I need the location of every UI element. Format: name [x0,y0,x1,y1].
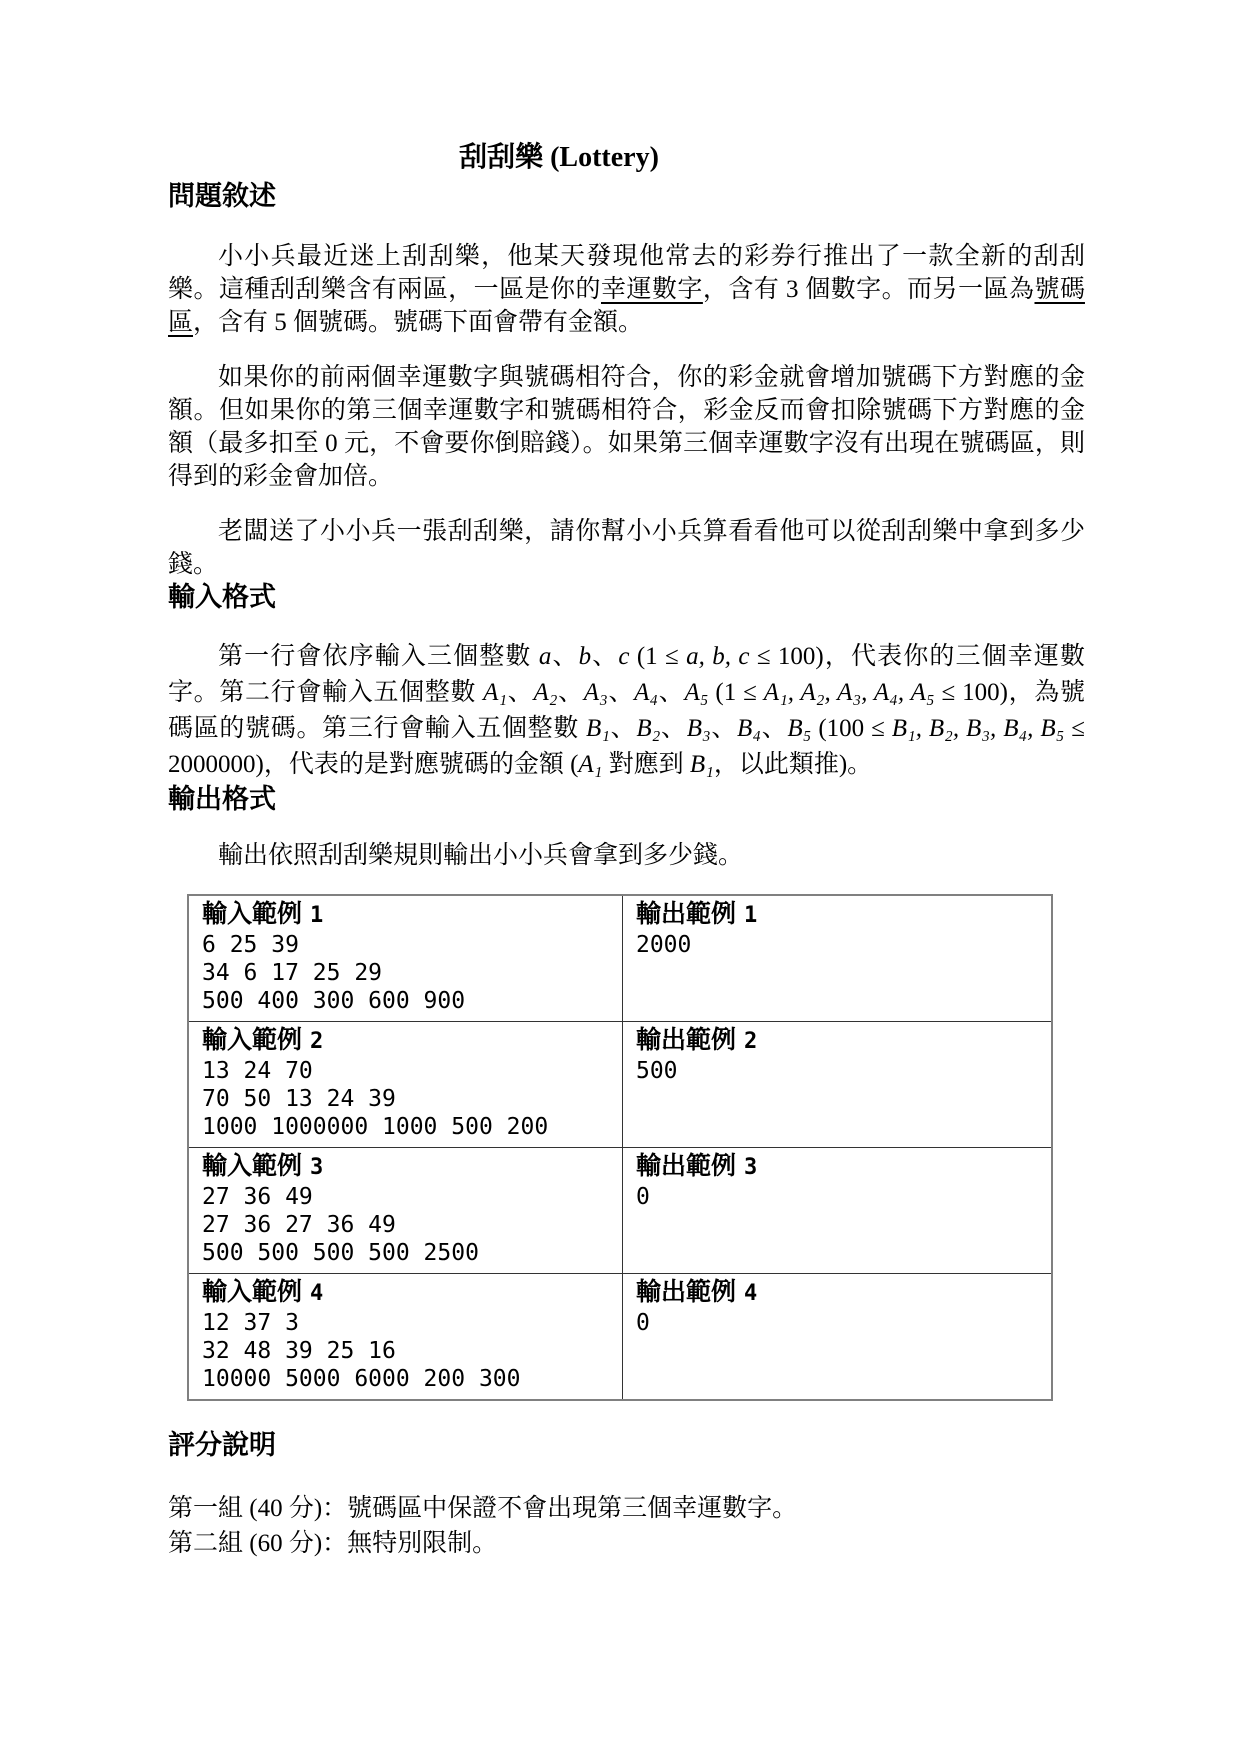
code-line: 500 [635,1058,678,1084]
scoring-line-2: 第二組 (60 分)：無特別限制。 [168,1530,498,1557]
document-title: 刮刮樂 (Lottery) [459,142,659,173]
example-row-4 [188,1274,1052,1401]
example-row-3 [188,1148,1052,1274]
paragraph-problem-1: 小小兵最近迷上刮刮樂，他某天發現他常去的彩券行推出了一款全新的刮刮樂。這種刮刮樂含有兩區，一區是你的幸運數字，含有 3 個數字。而另一區為號碼區，含有 5 個號碼。號碼下面會帶有金額。 [168,243,1085,336]
code-line: 27 36 49 [202,1184,313,1210]
example-2-output-header [636,1025,1045,1057]
example-2-output-number: 2 [743,1029,758,1054]
code-line: 6 25 39 [202,932,299,958]
example-1-input-label: 輸入範例 [202,901,303,928]
code-line: 500 400 300 600 900 [202,988,466,1014]
example-3-output-cell [622,1148,1052,1274]
example-3-output-number: 3 [743,1155,758,1180]
example-row-2 [188,1022,1052,1148]
example-2-output-cell [622,1022,1052,1148]
example-1-output-cell [622,895,1052,1022]
example-3-input-header [202,1151,616,1183]
code-line: 0 [635,1310,650,1336]
example-4-input-header [202,1277,616,1309]
example-4-output-header [636,1277,1045,1309]
example-1-output-label: 輸出範例 [635,901,736,928]
code-line: 13 24 70 [202,1058,313,1084]
code-line: 2000 [635,932,692,958]
example-2-input-number: 2 [310,1029,324,1054]
example-3-input-number: 3 [310,1155,324,1180]
example-1-output-number: 1 [743,903,758,928]
code-line: 12 37 3 [202,1310,299,1336]
paragraph-problem-3: 老闆送了小小兵一張刮刮樂，請你幫小小兵算看看他可以從刮刮樂中拿到多少錢。 [168,518,1085,578]
example-3-input-cell [188,1148,622,1274]
section-heading-scoring: 評分說明 [168,1430,276,1460]
section-heading-problem: 問題敘述 [168,181,276,211]
code-line: 10000 5000 6000 200 300 [202,1366,521,1392]
example-4-input-cell [188,1274,622,1401]
scoring-section [168,1429,1085,1561]
paragraph-input-format: 第一行會依序輸入三個整數 a、b、c (1 ≤ a, b, c ≤ 100)，代表你的三個幸運數字。第二行會輸入五個整數 A₁、A₂、A₃、A₄、A₅ (1 ≤ A₁, A₂, A₃, A₄, A₅ ≤ 100)，為號碼區的號碼。第三行會輸入五個整數 B₁、B₂、B₃、B₄、B₅ (100 ≤ B₁, B₂, B₃, B₄, B₅ ≤ 2000000)，代表的是對應號碼的金額 (A₁ 對應到 B₁，以此類推)。 [168,643,1086,778]
example-2-input-label: 輸入範例 [202,1027,303,1054]
example-4-input-label: 輸入範例 [202,1279,303,1306]
code-line: 70 50 13 24 39 [202,1086,396,1112]
section-heading-input: 輸入格式 [168,582,276,612]
example-3-output-label: 輸出範例 [635,1153,736,1180]
code-line: 32 48 39 25 16 [202,1338,396,1364]
code-line: 1000 1000000 1000 500 200 [202,1114,549,1140]
example-4-output-label: 輸出範例 [635,1279,736,1306]
code-line: 27 36 27 36 49 [202,1212,396,1238]
example-4-output-number: 4 [743,1281,758,1306]
example-3-output-header [636,1151,1045,1183]
example-2-input-header [202,1025,616,1057]
paragraph-output-format: 輸出依照刮刮樂規則輸出小小兵會拿到多少錢。 [218,842,744,869]
scoring-line-1: 第一組 (40 分)：號碼區中保證不會出現第三個幸運數字。 [168,1495,798,1522]
example-1-input-number: 1 [310,903,324,928]
example-4-input-number: 4 [310,1281,324,1306]
code-line: 0 [635,1184,650,1210]
example-1-input-cell [188,895,622,1022]
example-4-output-cell [622,1274,1052,1401]
example-row-1 [188,895,1052,1022]
examples-table [187,894,1053,1401]
paragraph-problem-2: 如果你的前兩個幸運數字與號碼相符合，你的彩金就會增加號碼下方對應的金額。但如果你的第三個幸運數字和號碼相符合，彩金反而會扣除號碼下方對應的金額（最多扣至 0 元，不會要你倒賠錢）。如果第三個幸運數字沒有出現在號碼區，則得到的彩金會加倍。 [168,364,1085,490]
section-heading-output: 輸出格式 [168,784,276,814]
code-line: 500 500 500 500 2500 [202,1240,479,1266]
example-1-output-header [636,899,1045,931]
example-2-input-cell [188,1022,622,1148]
example-2-output-label: 輸出範例 [635,1027,736,1054]
code-line: 34 6 17 25 29 [202,960,383,986]
example-1-input-header [202,899,616,931]
example-3-input-label: 輸入範例 [202,1153,303,1180]
